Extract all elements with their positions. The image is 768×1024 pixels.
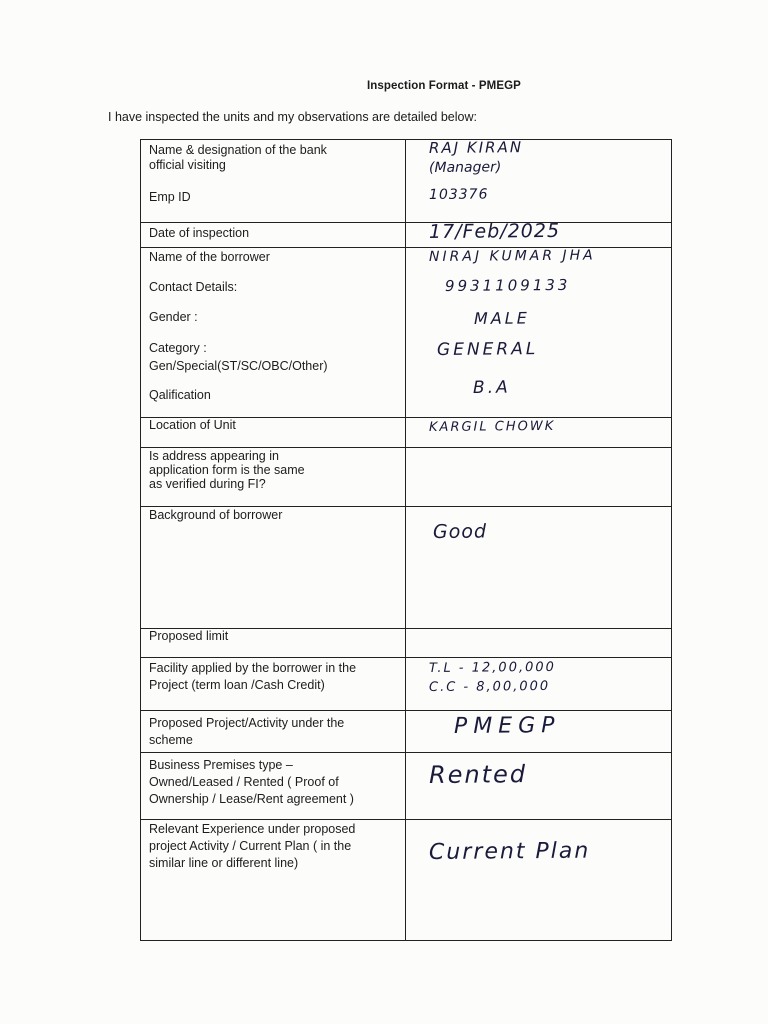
intro-text: I have inspected the units and my observations are detailed below: [108, 110, 477, 124]
label-address-line-3: as verified during FI? [149, 477, 266, 491]
value-proposed-project: PMEGP [453, 713, 561, 739]
label-emp-id: Emp ID [149, 190, 191, 204]
label-facility-line-2: Project (term loan /Cash Credit) [149, 678, 325, 692]
row-address-verification [141, 448, 671, 507]
value-date-of-inspection: 17/Feb/2025 [428, 219, 561, 243]
label-background-of-borrower: Background of borrower [149, 508, 283, 522]
label-contact-details: Contact Details: [149, 280, 238, 294]
value-borrower-name: NIRAJ KUMAR JHA [428, 247, 596, 265]
label-project-line-2: scheme [149, 733, 193, 747]
label-borrower-name: Name of the borrower [149, 250, 270, 264]
row-location-of-unit [141, 418, 671, 448]
value-official-name: RAJ KIRAN [428, 138, 524, 157]
value-relevant-experience: Current Plan [428, 838, 591, 865]
label-gender: Gender : [149, 310, 198, 324]
value-term-loan: T.L - 12,00,000 [428, 659, 556, 676]
value-business-premises: Rented [428, 760, 528, 789]
row-relevant-experience [141, 820, 671, 939]
value-designation: (Manager) [428, 159, 502, 176]
value-category: GENERAL [436, 339, 539, 360]
value-qualification: B.A [472, 377, 511, 398]
label-qualification: Qalification [149, 388, 211, 402]
row-proposed-limit [141, 629, 671, 658]
label-category: Category : [149, 341, 207, 355]
value-gender: MALE [473, 308, 530, 328]
inspection-table [140, 139, 672, 941]
label-experience-line-3: similar line or different line) [149, 856, 299, 870]
row-facility-applied [141, 658, 671, 711]
label-experience-line-2: project Activity / Current Plan ( in the [149, 839, 352, 853]
label-proposed-limit: Proposed limit [149, 629, 229, 643]
row-background-of-borrower [141, 507, 671, 629]
label-premises-line-1: Business Premises type – [149, 758, 293, 772]
label-bank-official-name: Name & designation of the bank [149, 143, 327, 157]
value-emp-id: 103376 [428, 186, 489, 203]
label-premises-line-2: Owned/Leased / Rented ( Proof of [149, 775, 339, 789]
label-location-of-unit: Location of Unit [149, 418, 236, 432]
label-bank-official-visiting: official visiting [149, 158, 226, 172]
label-date-of-inspection: Date of inspection [149, 226, 250, 240]
label-address-line-2: application form is the same [149, 463, 305, 477]
label-experience-line-1: Relevant Experience under proposed [149, 822, 356, 836]
row-proposed-project [141, 711, 671, 753]
row-business-premises [141, 753, 671, 820]
page-title: Inspection Format - PMEGP [367, 80, 521, 92]
label-premises-line-3: Ownership / Lease/Rent agreement ) [149, 792, 354, 806]
row-borrower-details [141, 248, 671, 418]
label-project-line-1: Proposed Project/Activity under the [149, 716, 345, 730]
label-facility-line-1: Facility applied by the borrower in the [149, 661, 357, 675]
value-cash-credit: C.C - 8,00,000 [428, 678, 551, 695]
label-category-options: Gen/Special(ST/SC/OBC/Other) [149, 359, 328, 373]
value-location-of-unit: KARGIL CHOWK [428, 418, 556, 435]
value-contact-number: 9931109133 [444, 275, 571, 295]
row-date-of-inspection [141, 219, 671, 248]
row-bank-official [141, 140, 671, 223]
value-background-of-borrower: Good [432, 520, 488, 543]
label-address-line-1: Is address appearing in [149, 449, 279, 463]
